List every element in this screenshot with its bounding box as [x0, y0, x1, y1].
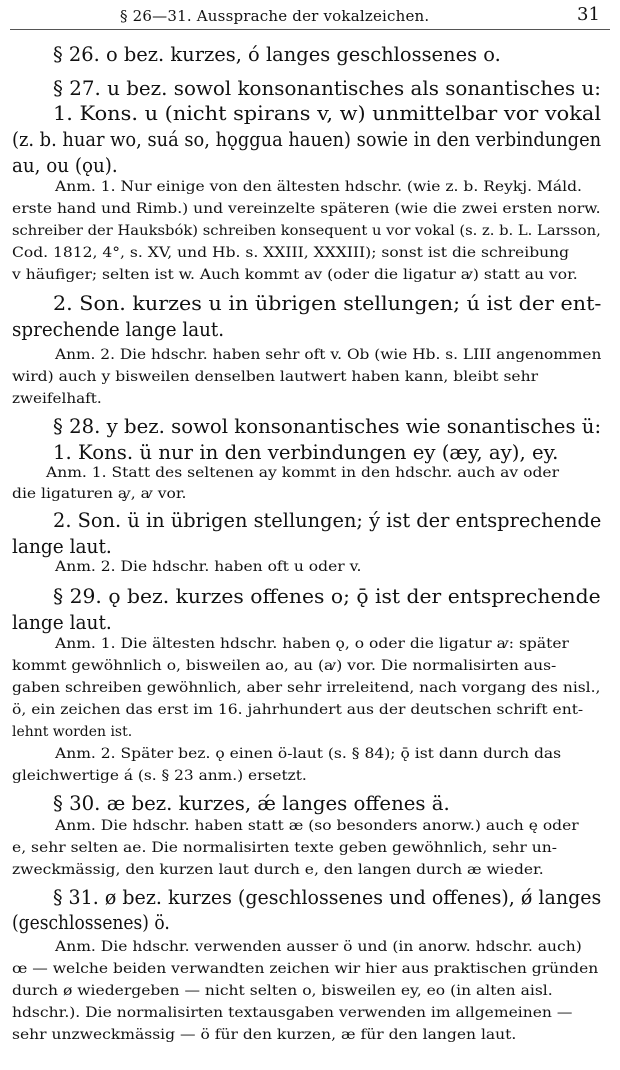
text-line: lange laut. [12, 534, 112, 558]
note-line: Anm. 1. Nur einige von den ältesten hdschr. (wie z. b. Reykj. Máld. [55, 179, 582, 195]
note-line: hdschr.). Die normalisirten textausgaben verwenden im allgemeinen — [12, 1005, 573, 1021]
text-line: 1. Kons. u (nicht spirans v, w) unmittelbar vor vokal [53, 101, 602, 125]
note-line: Anm. 1. Statt des seltenen ay kommt in den hdschr. auch av oder [46, 465, 560, 481]
note-line: Anm. 2. Die hdschr. haben oft u oder v. [55, 559, 362, 575]
note-line: ö, ein zeichen das erst im 16. jahrhundert aus der deutschen schrift ent- [12, 702, 584, 718]
note-line: wird) auch y bisweilen denselben lautwert haben kann, bleibt sehr [12, 369, 539, 385]
note-line: Anm. 1. Die ältesten hdschr. haben ǫ, o oder die ligatur ꜹ: später [55, 636, 569, 652]
section-heading-30: § 30. æ bez. kurzes, ǽ langes offenes ä. [53, 791, 450, 815]
note-line: Anm. 2. Die hdschr. haben sehr oft v. Ob (wie Hb. s. LIII angenommen [55, 347, 602, 363]
note-line: Cod. 1812, 4°, s. XV, und Hb. s. XXIII, XXXIII); sonst ist die schreibung [12, 245, 570, 261]
note-line: e, sehr selten ae. Die normalisirten texte geben gewöhnlich, sehr un- [12, 840, 558, 856]
text-line: 2. Son. kurzes u in übrigen stellungen; ú ist der ent- [53, 291, 602, 315]
section-heading-27: § 27. u bez. sowol konsonantisches als sonantisches u: [53, 76, 601, 100]
page-header [0, 0, 620, 30]
note-line: œ — welche beiden verwandten zeichen wir hier aus praktischen gründen [12, 961, 599, 977]
note-line: v häufiger; selten ist w. Auch kommt av (oder die ligatur ꜹ) statt au vor. [12, 267, 578, 283]
header-rule [10, 29, 610, 30]
text-line: sprechende lange laut. [12, 317, 225, 341]
text-line: lange laut. [12, 610, 112, 634]
note-line: zweifelhaft. [12, 391, 102, 407]
note-line: durch ø wiedergeben — nicht selten o, bisweilen ey, eo (in alten aisl. [12, 983, 553, 999]
note-line: Anm. Die hdschr. haben statt æ (so besonders anorw.) auch ę oder [55, 818, 579, 834]
page-number: 31 [577, 4, 600, 25]
note-line: schreiber der Hauksbók) schreiben konsequent u vor vokal (s. z. b. L. Larsson, [12, 223, 601, 239]
note-line: Anm. 2. Später bez. ǫ einen ö-laut (s. § 84); ǭ ist dann durch das [55, 746, 562, 762]
note-line: Anm. Die hdschr. verwenden ausser ö und (in anorw. hdschr. auch) [55, 939, 582, 955]
section-heading-26: § 26. o bez. kurzes, ó langes geschlossenes o. [53, 42, 501, 66]
section-heading-31: § 31. ø bez. kurzes (geschlossenes und offenes), ǿ langes [53, 885, 602, 909]
text-line: au, ou (ǫu). [12, 153, 118, 177]
note-line: lehnt worden ist. [12, 724, 133, 740]
note-line: zweckmässig, den kurzen laut durch e, den langen durch æ wieder. [12, 862, 544, 878]
section-heading-28: § 28. y bez. sowol konsonantisches wie sonantisches ü: [53, 414, 602, 438]
section-heading-29: § 29. ǫ bez. kurzes offenes o; ǭ ist der entsprechende [53, 584, 601, 608]
text-line: (z. b. huar wo, suá so, hǫggua hauen) sowie in den verbindungen [12, 127, 602, 151]
note-line: kommt gewöhnlich o, bisweilen ao, au (ꜹ) vor. Die normalisirten aus- [12, 658, 557, 674]
note-line: die ligaturen ꜽ, ꜹ vor. [12, 486, 187, 502]
note-line: gleichwertige á (s. § 23 anm.) ersetzt. [12, 768, 307, 784]
text-line: (geschlossenes) ö. [12, 910, 170, 934]
text-line: 2. Son. ü in übrigen stellungen; ý ist der entsprechende [53, 508, 602, 532]
text-line: 1. Kons. ü nur in den verbindungen ey (æy, ay), ey. [53, 440, 559, 464]
note-line: erste hand und Rimb.) und vereinzelte späteren (wie die zwei ersten norw. [12, 201, 601, 217]
note-line: gaben schreiben gewöhnlich, aber sehr irreleitend, nach vorgang des nisl., [12, 680, 601, 696]
running-head: § 26—31. Aussprache der vokalzeichen. [120, 7, 430, 25]
note-line: sehr unzweckmässig — ö für den kurzen, æ für den langen laut. [12, 1027, 517, 1043]
